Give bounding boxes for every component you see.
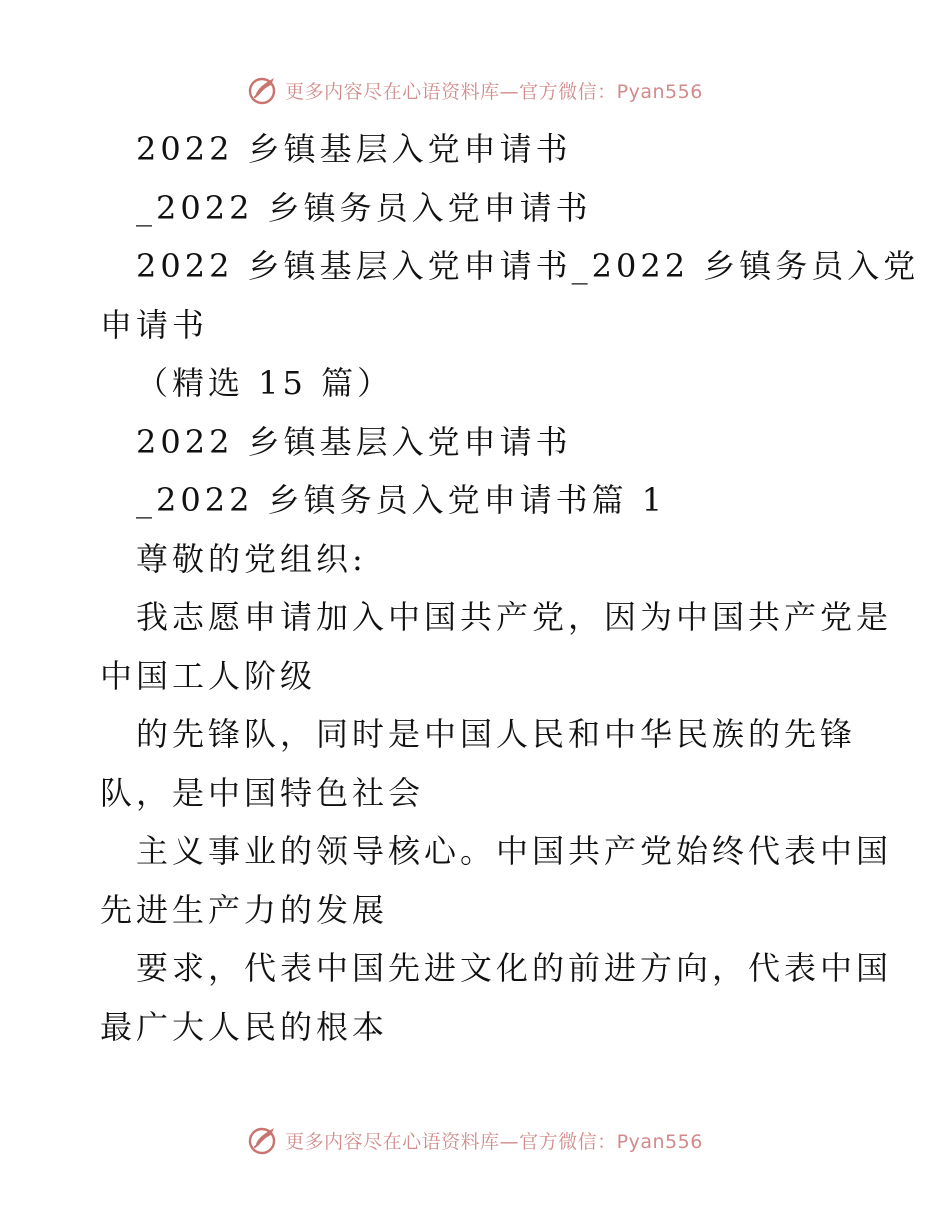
document-body xyxy=(100,120,920,1056)
text-line: 我志愿申请加入中国共产党，因为中国共产党是 xyxy=(136,598,893,636)
text-line: 要求，代表中国先进文化的前进方向，代表中国 xyxy=(136,949,893,987)
text-line: （精选 15 篇） xyxy=(136,364,394,402)
text-line: _2022 乡镇务员入党申请书 xyxy=(136,188,592,227)
text-line: 队，是中国特色社会 xyxy=(100,773,425,812)
text-line: 先进生产力的发展 xyxy=(100,890,389,929)
logo-icon xyxy=(247,1124,279,1156)
text-line: 主义事业的领导核心。中国共产党始终代表中国 xyxy=(136,832,893,870)
text-line: _2022 乡镇务员入党申请书篇 1 xyxy=(136,481,667,519)
footer-watermark xyxy=(0,1120,950,1160)
text-line: 的先锋队，同时是中国人民和中华民族的先锋 xyxy=(136,715,857,753)
header-watermark xyxy=(0,70,950,110)
logo-icon xyxy=(247,74,279,106)
text-line: 尊敬的党组织: xyxy=(136,539,367,578)
watermark-text: 更多内容尽在心语资料库—官方微信：Pyan556 xyxy=(285,80,703,103)
text-line: 中国工人阶级 xyxy=(100,656,317,695)
watermark-text: 更多内容尽在心语资料库—官方微信：Pyan556 xyxy=(285,1130,703,1153)
text-line: 2022 乡镇基层入党申请书 xyxy=(136,422,572,461)
text-line: 最广大人民的根本 xyxy=(100,1007,389,1046)
text-line: 2022 乡镇基层入党申请书 xyxy=(136,130,572,168)
text-line: 申请书 xyxy=(100,305,209,344)
text-line: 2022 乡镇基层入党申请书_2022 乡镇务员入党 xyxy=(136,247,920,285)
